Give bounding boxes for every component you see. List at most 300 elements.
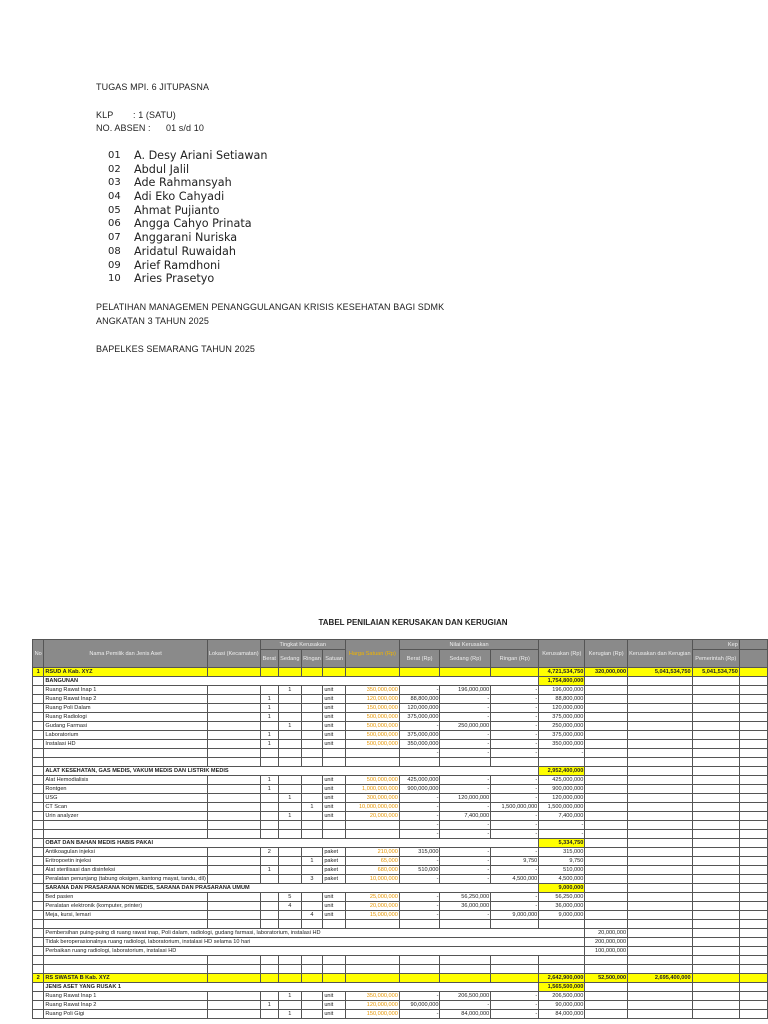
cell-pemerintah [692,839,739,848]
cell-nama: Ruang Rawat Inap 1 [44,686,207,695]
cell-sedang [279,956,302,965]
cell-satuan [323,830,346,839]
cell-lokasi [207,866,260,875]
cell-no [33,902,44,911]
cell-total [628,848,693,857]
cell-total [628,857,693,866]
cell-lokasi [207,911,260,920]
table-row [33,758,768,767]
col-nsedang: Sedang (Rp) [440,650,491,668]
cell-total [628,821,693,830]
table-row [33,668,768,677]
cell-no [33,893,44,902]
cell-total: 2,695,400,000 [628,974,693,983]
cell-ringan [301,686,323,695]
cell-pemerintah [692,1010,739,1019]
cell-no [33,731,44,740]
cell-nilai-ringan: - [491,1010,539,1019]
member-number: 08 [108,245,121,257]
klp-value: : 1 (SATU) [133,110,176,120]
cell-kerugian [585,785,628,794]
cell-pemerintah [692,893,739,902]
cell-extra [739,785,767,794]
cell-lokasi [207,758,260,767]
cell-nama: Antikoagulan injeksi [44,848,207,857]
cell-harga: 150,000,000 [345,1010,399,1019]
cell-berat [260,686,278,695]
cell-extra [739,812,767,821]
cell-berat [260,857,278,866]
cell-nama: CT Scan [44,803,207,812]
cell-nilai-ringan: - [491,713,539,722]
cell-kerusakan [539,758,585,767]
cell-berat [260,722,278,731]
cell-pemerintah [692,848,739,857]
cell-nilai-sedang: - [440,695,491,704]
cell-satuan: unit [323,992,346,1001]
cell-nilai-sedang: - [440,875,491,884]
cell-sedang [279,1001,302,1010]
cell-kerugian [585,695,628,704]
cell-extra [739,749,767,758]
cell-sedang [279,740,302,749]
cell-nama [44,821,207,830]
cell-berat [260,965,278,974]
cell-extra [739,695,767,704]
cell-satuan: unit [323,794,346,803]
cell-lokasi [207,722,260,731]
cell-nilai-sedang: - [440,785,491,794]
cell-harga: 1,000,000,000 [345,785,399,794]
cell-pemerintah [692,938,739,947]
cell-total [628,929,693,938]
cell-kerugian [585,704,628,713]
cell-harga [345,821,399,830]
cell-ringan [301,902,323,911]
cell-satuan: unit [323,911,346,920]
cell-sedang [279,821,302,830]
cell-kerusakan: 2,952,400,000 [539,767,585,776]
cell-kerugian [585,830,628,839]
table-row [33,767,768,776]
cell-extra [739,821,767,830]
cell-nilai-sedang: - [440,740,491,749]
cell-nama [44,830,207,839]
cell-ringan [301,785,323,794]
cell-total [628,947,693,956]
col-nama: Nama Pemilik dan Jenis Aset [44,640,207,668]
cell-no [33,821,44,830]
cell-lokasi [207,776,260,785]
cell-total [628,956,693,965]
cell-satuan [323,974,346,983]
cell-satuan: unit [323,722,346,731]
cell-nilai-berat: - [399,722,440,731]
cell-total [628,794,693,803]
cell-nilai-berat: 425,000,000 [399,776,440,785]
col-no: No [33,640,44,668]
cell-nilai-berat: 90,000,000 [399,1001,440,1010]
cell-harga: 500,000,000 [345,740,399,749]
cell-harga: 210,000 [345,848,399,857]
cell-total [628,965,693,974]
cell-harga [345,758,399,767]
cell-berat [260,992,278,1001]
cell-nilai-sedang: - [440,713,491,722]
cell-lokasi [207,731,260,740]
cell-total [628,722,693,731]
cell-sedang: 1 [279,722,302,731]
cell-harga [345,920,399,929]
cell-kerugian [585,821,628,830]
cell-ringan [301,731,323,740]
cell-satuan: unit [323,731,346,740]
cell-berat [260,902,278,911]
cell-nilai-ringan: - [491,731,539,740]
cell-sedang [279,911,302,920]
cell-ringan [301,830,323,839]
cell-no [33,830,44,839]
cell-satuan: unit [323,812,346,821]
cell-sedang [279,974,302,983]
col-nringan: Ringan (Rp) [491,650,539,668]
cell-no [33,695,44,704]
cell-extra [739,965,767,974]
cell-lokasi [207,830,260,839]
cell-berat [260,875,278,884]
cell-harga: 500,000,000 [345,776,399,785]
cell-nilai-ringan: - [491,893,539,902]
cell-ringan [301,794,323,803]
cell-total [628,902,693,911]
cell-extra [739,866,767,875]
table-row [33,812,768,821]
cell-nilai-sedang: 36,000,000 [440,902,491,911]
table-row [33,686,768,695]
col-sedang: Sedang [279,650,302,668]
cell-harga: 120,000,000 [345,1001,399,1010]
cell-no [33,704,44,713]
cell-nilai-berat [399,920,440,929]
cell-kerusakan [539,920,585,929]
cell-nilai-berat: 375,000,000 [399,731,440,740]
cell-pemerintah [692,821,739,830]
table-row [33,794,768,803]
cell-berat [260,1010,278,1019]
cell-total [628,677,693,686]
cell-harga: 680,000 [345,866,399,875]
table-row [33,992,768,1001]
cell-kerusakan: 7,400,000 [539,812,585,821]
cell-satuan: unit [323,893,346,902]
cell-kerugian [585,740,628,749]
cell-kerugian [585,749,628,758]
cell-pemerintah [692,920,739,929]
cell-nilai-ringan: - [491,830,539,839]
table-row [33,884,768,893]
cell-sedang [279,965,302,974]
col-kep: Kep [692,640,739,650]
cell-extra [739,1001,767,1010]
cell-nilai-sedang: - [440,911,491,920]
cell-nilai-sedang [440,974,491,983]
cell-no [33,785,44,794]
cell-nama: Instalasi HD [44,740,207,749]
cell-nilai-sedang: - [440,803,491,812]
cell-nilai-sedang: 250,000,000 [440,722,491,731]
cell-harga: 25,000,000 [345,893,399,902]
cell-lokasi [207,812,260,821]
cell-satuan [323,965,346,974]
cell-sedang [279,695,302,704]
cell-sedang [279,758,302,767]
cell-nilai-berat: 315,000 [399,848,440,857]
cell-kerugian [585,965,628,974]
damage-loss-table [32,639,768,1019]
cell-ringan [301,695,323,704]
cell-nilai-berat: - [399,821,440,830]
cell-pemerintah [692,713,739,722]
cell-harga: 350,000,000 [345,992,399,1001]
cell-satuan: unit [323,785,346,794]
cell-nilai-ringan: 9,750 [491,857,539,866]
table-row [33,929,768,938]
cell-nilai-ringan: - [491,686,539,695]
cell-nama: Alat Hemodialisis [44,776,207,785]
cell-extra [739,722,767,731]
cell-kerusakan: 1,500,000,000 [539,803,585,812]
cell-kerusakan: - [539,749,585,758]
cell-harga [345,956,399,965]
cell-kerugian: 52,500,000 [585,974,628,983]
cell-sedang [279,866,302,875]
member-name: Angga Cahyo Prinata [134,217,252,231]
cell-lokasi [207,749,260,758]
cell-nilai-berat: - [399,875,440,884]
cell-satuan: paket [323,848,346,857]
cell-berat [260,911,278,920]
cell-extra [739,911,767,920]
cell-total [628,830,693,839]
table-row [33,803,768,812]
cell-kerusakan: 120,000,000 [539,704,585,713]
cell-ringan [301,776,323,785]
cell-kerugian [585,722,628,731]
cell-total [628,911,693,920]
cell-nilai-berat [399,956,440,965]
member-name: Abdul Jalil [134,162,190,176]
cell-ringan [301,821,323,830]
cell-ringan [301,713,323,722]
cell-lokasi [207,668,260,677]
cell-pemerintah [692,686,739,695]
cell-sedang [279,848,302,857]
member-number: 09 [108,259,121,271]
cell-nilai-ringan [491,956,539,965]
member-name: Ahmat Pujianto [134,203,220,217]
table-row [33,911,768,920]
cell-nilai-berat: - [399,830,440,839]
cell-ringan [301,740,323,749]
member-number: 01 [108,150,121,161]
cell-extra [739,884,767,893]
cell-ringan: 3 [301,875,323,884]
cell-total [628,758,693,767]
col-pemerintah-extra [739,650,767,668]
cell-ringan [301,1001,323,1010]
cell-berat: 1 [260,785,278,794]
cell-nama: USG [44,794,207,803]
cell-no [33,956,44,965]
cell-extra [739,947,767,956]
cell-kerugian [585,686,628,695]
member-number: 05 [108,204,121,216]
cell-lokasi [207,848,260,857]
cell-kerugian [585,983,628,992]
cell-nilai-ringan: - [491,704,539,713]
absen-value: 01 s/d 10 [166,123,204,133]
cell-harga: 20,000,000 [345,902,399,911]
cell-sedang [279,749,302,758]
cell-pemerintah [692,695,739,704]
cell-nama: Eritropoetin injeksi [44,857,207,866]
cell-kerugian [585,677,628,686]
cell-nama: BANGUNAN [44,677,539,686]
cell-nama: Bed pasien [44,893,207,902]
cell-nama: Peralatan elektronik (komputer, printer) [44,902,207,911]
col-pemerintah: Pemerintah (Rp) [692,650,739,668]
cell-nama: RSUD A Kab. XYZ [44,668,207,677]
cell-kerusakan: 36,000,000 [539,902,585,911]
cell-nilai-ringan [491,920,539,929]
cell-lokasi [207,956,260,965]
cell-lokasi [207,713,260,722]
cell-sedang [279,875,302,884]
cell-pemerintah [692,704,739,713]
cell-berat: 1 [260,776,278,785]
cell-nilai-sedang [440,758,491,767]
cell-harga [345,749,399,758]
cell-kerugian [585,794,628,803]
col-ringan: Ringan [301,650,323,668]
cell-nilai-ringan: - [491,866,539,875]
cell-kerugian: 100,000,000 [585,947,628,956]
cell-kerugian [585,731,628,740]
cell-extra [739,893,767,902]
cell-total [628,767,693,776]
table-row [33,785,768,794]
cell-ringan [301,866,323,875]
cell-kerugian [585,992,628,1001]
cell-total [628,704,693,713]
cell-nama: Ruang Rawat Inap 1 [44,992,207,1001]
cell-pemerintah [692,956,739,965]
cell-extra [739,902,767,911]
cell-total: 5,041,534,750 [628,668,693,677]
cell-nilai-berat: - [399,857,440,866]
cell-satuan [323,920,346,929]
cell-kerugian [585,902,628,911]
cell-harga: 10,000,000,000 [345,803,399,812]
member-name: Arief Ramdhoni [134,258,221,272]
cell-nilai-sedang: - [440,848,491,857]
cell-nilai-ringan: 9,000,000 [491,911,539,920]
cell-nilai-berat: - [399,749,440,758]
cell-lokasi [207,857,260,866]
cell-kerusakan: 375,000,000 [539,713,585,722]
cell-total [628,713,693,722]
member-name: Anggarani Nuriska [134,231,238,245]
cell-no [33,767,44,776]
cell-extra [739,704,767,713]
table-row [33,713,768,722]
cell-nama: Pembersihan puing-puing di ruang rawat inap, Poli dalam, radiologi, gudang farmasi, laboratorium, instalasi HD [44,929,585,938]
cell-sedang: 1 [279,1010,302,1019]
table-row [33,722,768,731]
cell-nilai-sedang: 7,400,000 [440,812,491,821]
cell-nilai-berat [399,668,440,677]
cell-nilai-berat: - [399,893,440,902]
cell-kerusakan: - [539,821,585,830]
cell-nama: Gudang Farmasi [44,722,207,731]
cell-kerusakan: 4,500,000 [539,875,585,884]
cell-sedang [279,785,302,794]
cell-berat: 1 [260,695,278,704]
cell-nilai-ringan: - [491,794,539,803]
cell-lokasi [207,704,260,713]
cell-total [628,749,693,758]
cell-nilai-berat: 120,000,000 [399,704,440,713]
cell-nilai-ringan [491,668,539,677]
cell-total [628,740,693,749]
cell-ringan [301,974,323,983]
table-row [33,848,768,857]
cell-no [33,794,44,803]
cell-nilai-ringan: - [491,722,539,731]
cell-no [33,866,44,875]
cell-pemerintah [692,794,739,803]
cell-kerugian [585,758,628,767]
cell-lokasi [207,974,260,983]
cell-pemerintah [692,740,739,749]
cell-nilai-sedang: - [440,749,491,758]
cell-satuan [323,668,346,677]
cell-nilai-sedang: - [440,776,491,785]
cell-no [33,722,44,731]
cell-total [628,893,693,902]
cell-satuan: unit [323,686,346,695]
cell-total [628,866,693,875]
cell-lokasi [207,740,260,749]
cell-no [33,875,44,884]
cell-no [33,686,44,695]
cell-nilai-berat: 88,800,000 [399,695,440,704]
cell-satuan: unit [323,740,346,749]
cell-harga [345,965,399,974]
cell-pemerintah [692,965,739,974]
cell-nilai-sedang [440,965,491,974]
cell-no [33,938,44,947]
cell-extra [739,839,767,848]
cell-nama: Peralatan penunjang (tabung oksigen, kantong mayat, tandu, dll) [45,876,206,882]
cell-total [628,695,693,704]
cell-nilai-berat: - [399,812,440,821]
cell-harga [345,830,399,839]
cell-lokasi [207,1010,260,1019]
cell-nama: JENIS ASET YANG RUSAK 1 [44,983,539,992]
cell-nilai-berat: - [399,794,440,803]
cell-lokasi [207,785,260,794]
